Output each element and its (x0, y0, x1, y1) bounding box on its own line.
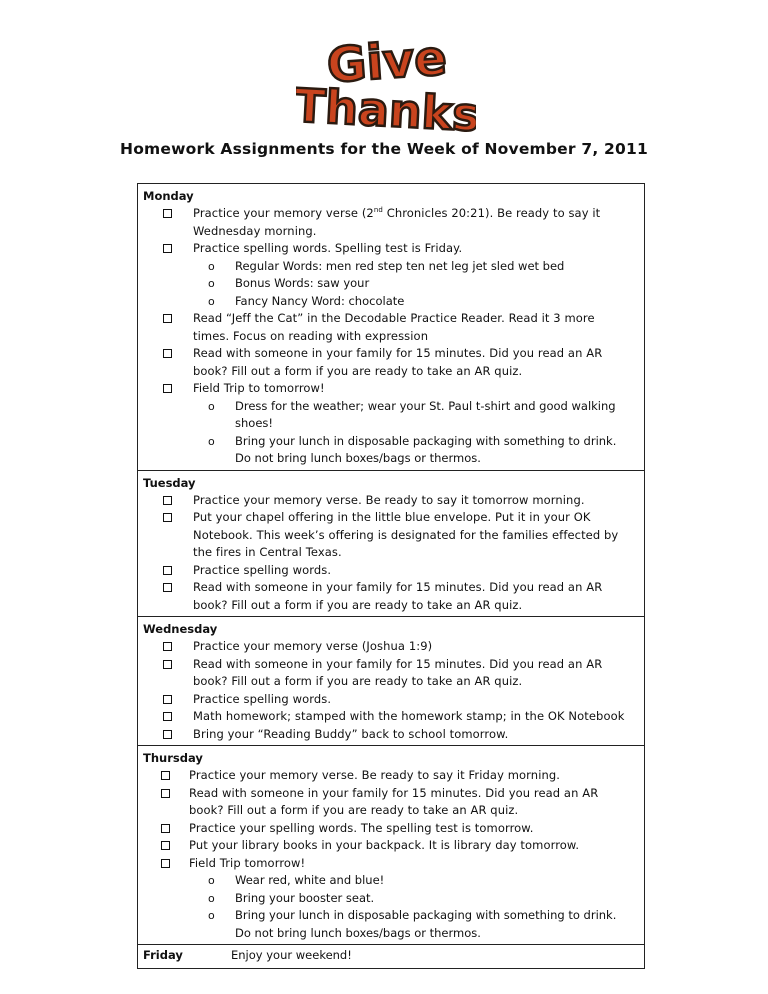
checkbox-icon (163, 695, 172, 704)
list-item: Practice your spelling words. The spelling test is tomorrow. (143, 820, 644, 838)
list-item: Field Trip tomorrow! (143, 855, 644, 873)
friday-text: Enjoy your weekend! (231, 948, 352, 962)
sub-item: o Bonus Words: saw your (143, 275, 644, 293)
bullet-icon: o (208, 277, 215, 290)
checkbox-icon (161, 824, 170, 833)
tuesday-section (138, 471, 644, 618)
list-item: Math homework; stamped with the homework stamp; in the OK Notebook (143, 708, 644, 726)
checkbox-icon (163, 244, 172, 253)
checkbox-icon (163, 349, 172, 358)
day-name-wednesday: Wednesday (143, 622, 218, 636)
checkbox-icon (163, 384, 172, 393)
checkbox-icon (163, 209, 172, 218)
list-item: Put your chapel offering in the little blue envelope. Put it in your OK Notebook. This week’s offering is designated for the families effected by the fires in Central Texas. (143, 509, 644, 562)
list-item: Practice your memory verse (Joshua 1:9) (143, 638, 644, 656)
checkbox-icon (163, 583, 172, 592)
bullet-icon: o (208, 399, 215, 413)
sub-item: o Wear red, white and blue! (143, 872, 644, 890)
give-thanks-logo-art (296, 26, 476, 136)
sub-item: o Fancy Nancy Word: chocolate (143, 293, 644, 311)
list-item: Practice spelling words. Spelling test is Friday. (143, 240, 644, 258)
give-thanks-logo (296, 26, 476, 136)
list-item: Read with someone in your family for 15 minutes. Did you read an AR book? Fill out a form if you are ready to take an AR quiz. (143, 579, 644, 614)
sub-item: o Regular Words: men red step ten net leg jet sled wet bed (143, 258, 644, 276)
sub-item: o Dress for the weather; wear your St. Paul t-shirt and good walking shoes! (208, 398, 616, 430)
svg-text:Give: Give (325, 29, 449, 95)
list-item: Bring your “Reading Buddy” back to school tomorrow. (143, 726, 644, 744)
friday-section (138, 945, 644, 968)
list-item: Practice your memory verse (2nd Chronicles 20:21). Be ready to say it Wednesday morning. (143, 205, 644, 240)
checkbox-icon (161, 841, 170, 850)
day-name-thursday: Thursday (143, 751, 203, 765)
bullet-icon: o (208, 891, 215, 905)
checkbox-icon (161, 789, 170, 798)
day-name-friday: Friday (143, 948, 183, 962)
bullet-icon: o (208, 294, 215, 308)
day-name-monday: Monday (143, 189, 194, 203)
list-item: Practice your memory verse. Be ready to say it Friday morning. (143, 767, 644, 785)
checkbox-icon (163, 314, 172, 323)
sub-item: o Bring your booster seat. (143, 890, 644, 908)
bullet-icon: o (208, 874, 215, 887)
list-item: Practice spelling words. (143, 691, 644, 709)
list-item: Field Trip to tomorrow! (143, 380, 644, 398)
homework-table (137, 183, 645, 969)
day-name-tuesday: Tuesday (143, 475, 196, 490)
list-item: Put your library books in your backpack. It is library day tomorrow. (143, 837, 644, 855)
list-item: Practice your memory verse. Be ready to say it tomorrow morning. (143, 492, 644, 510)
checkbox-icon (163, 496, 172, 505)
checkbox-icon (163, 642, 172, 651)
checkbox-icon (161, 771, 170, 780)
list-item: Read “Jeff the Cat” in the Decodable Practice Reader. Read it 3 more times. Focus on reading with expression (143, 310, 644, 345)
list-item: Read with someone in your family for 15 minutes. Did you read an AR book? Fill out a form if you are ready to take an AR quiz. (143, 345, 644, 380)
checkbox-icon (163, 513, 172, 522)
svg-text:Thanks: Thanks (296, 78, 476, 136)
bullet-icon: o (208, 434, 215, 448)
page-title: Homework Assignments for the Week of November 7, 2011 (120, 140, 648, 158)
wednesday-section (138, 617, 644, 746)
list-item: Read with someone in your family for 15 minutes. Did you read an AR book? Fill out a form if you are ready to take an AR quiz. (143, 785, 644, 820)
bullet-icon: o (208, 259, 215, 273)
sub-item: o Bring your lunch in disposable packaging with something to drink. Do not bring lunch boxes/bags or thermos. (208, 908, 617, 940)
checkbox-icon (163, 730, 172, 739)
list-item: Practice spelling words. (143, 562, 644, 580)
checkbox-icon (161, 859, 170, 868)
bullet-icon: o (208, 909, 215, 922)
checkbox-icon (163, 660, 172, 669)
list-item: Read with someone in your family for 15 minutes. Did you read an AR book? Fill out a form if you are ready to take an AR quiz. (143, 656, 644, 691)
thursday-section (138, 746, 644, 945)
checkbox-icon (163, 712, 172, 721)
checkbox-icon (163, 566, 172, 575)
monday-section (138, 184, 644, 471)
sub-item: o Bring your lunch in disposable packaging with something to drink. Do not bring lunch boxes/bags or thermos. (208, 433, 617, 465)
